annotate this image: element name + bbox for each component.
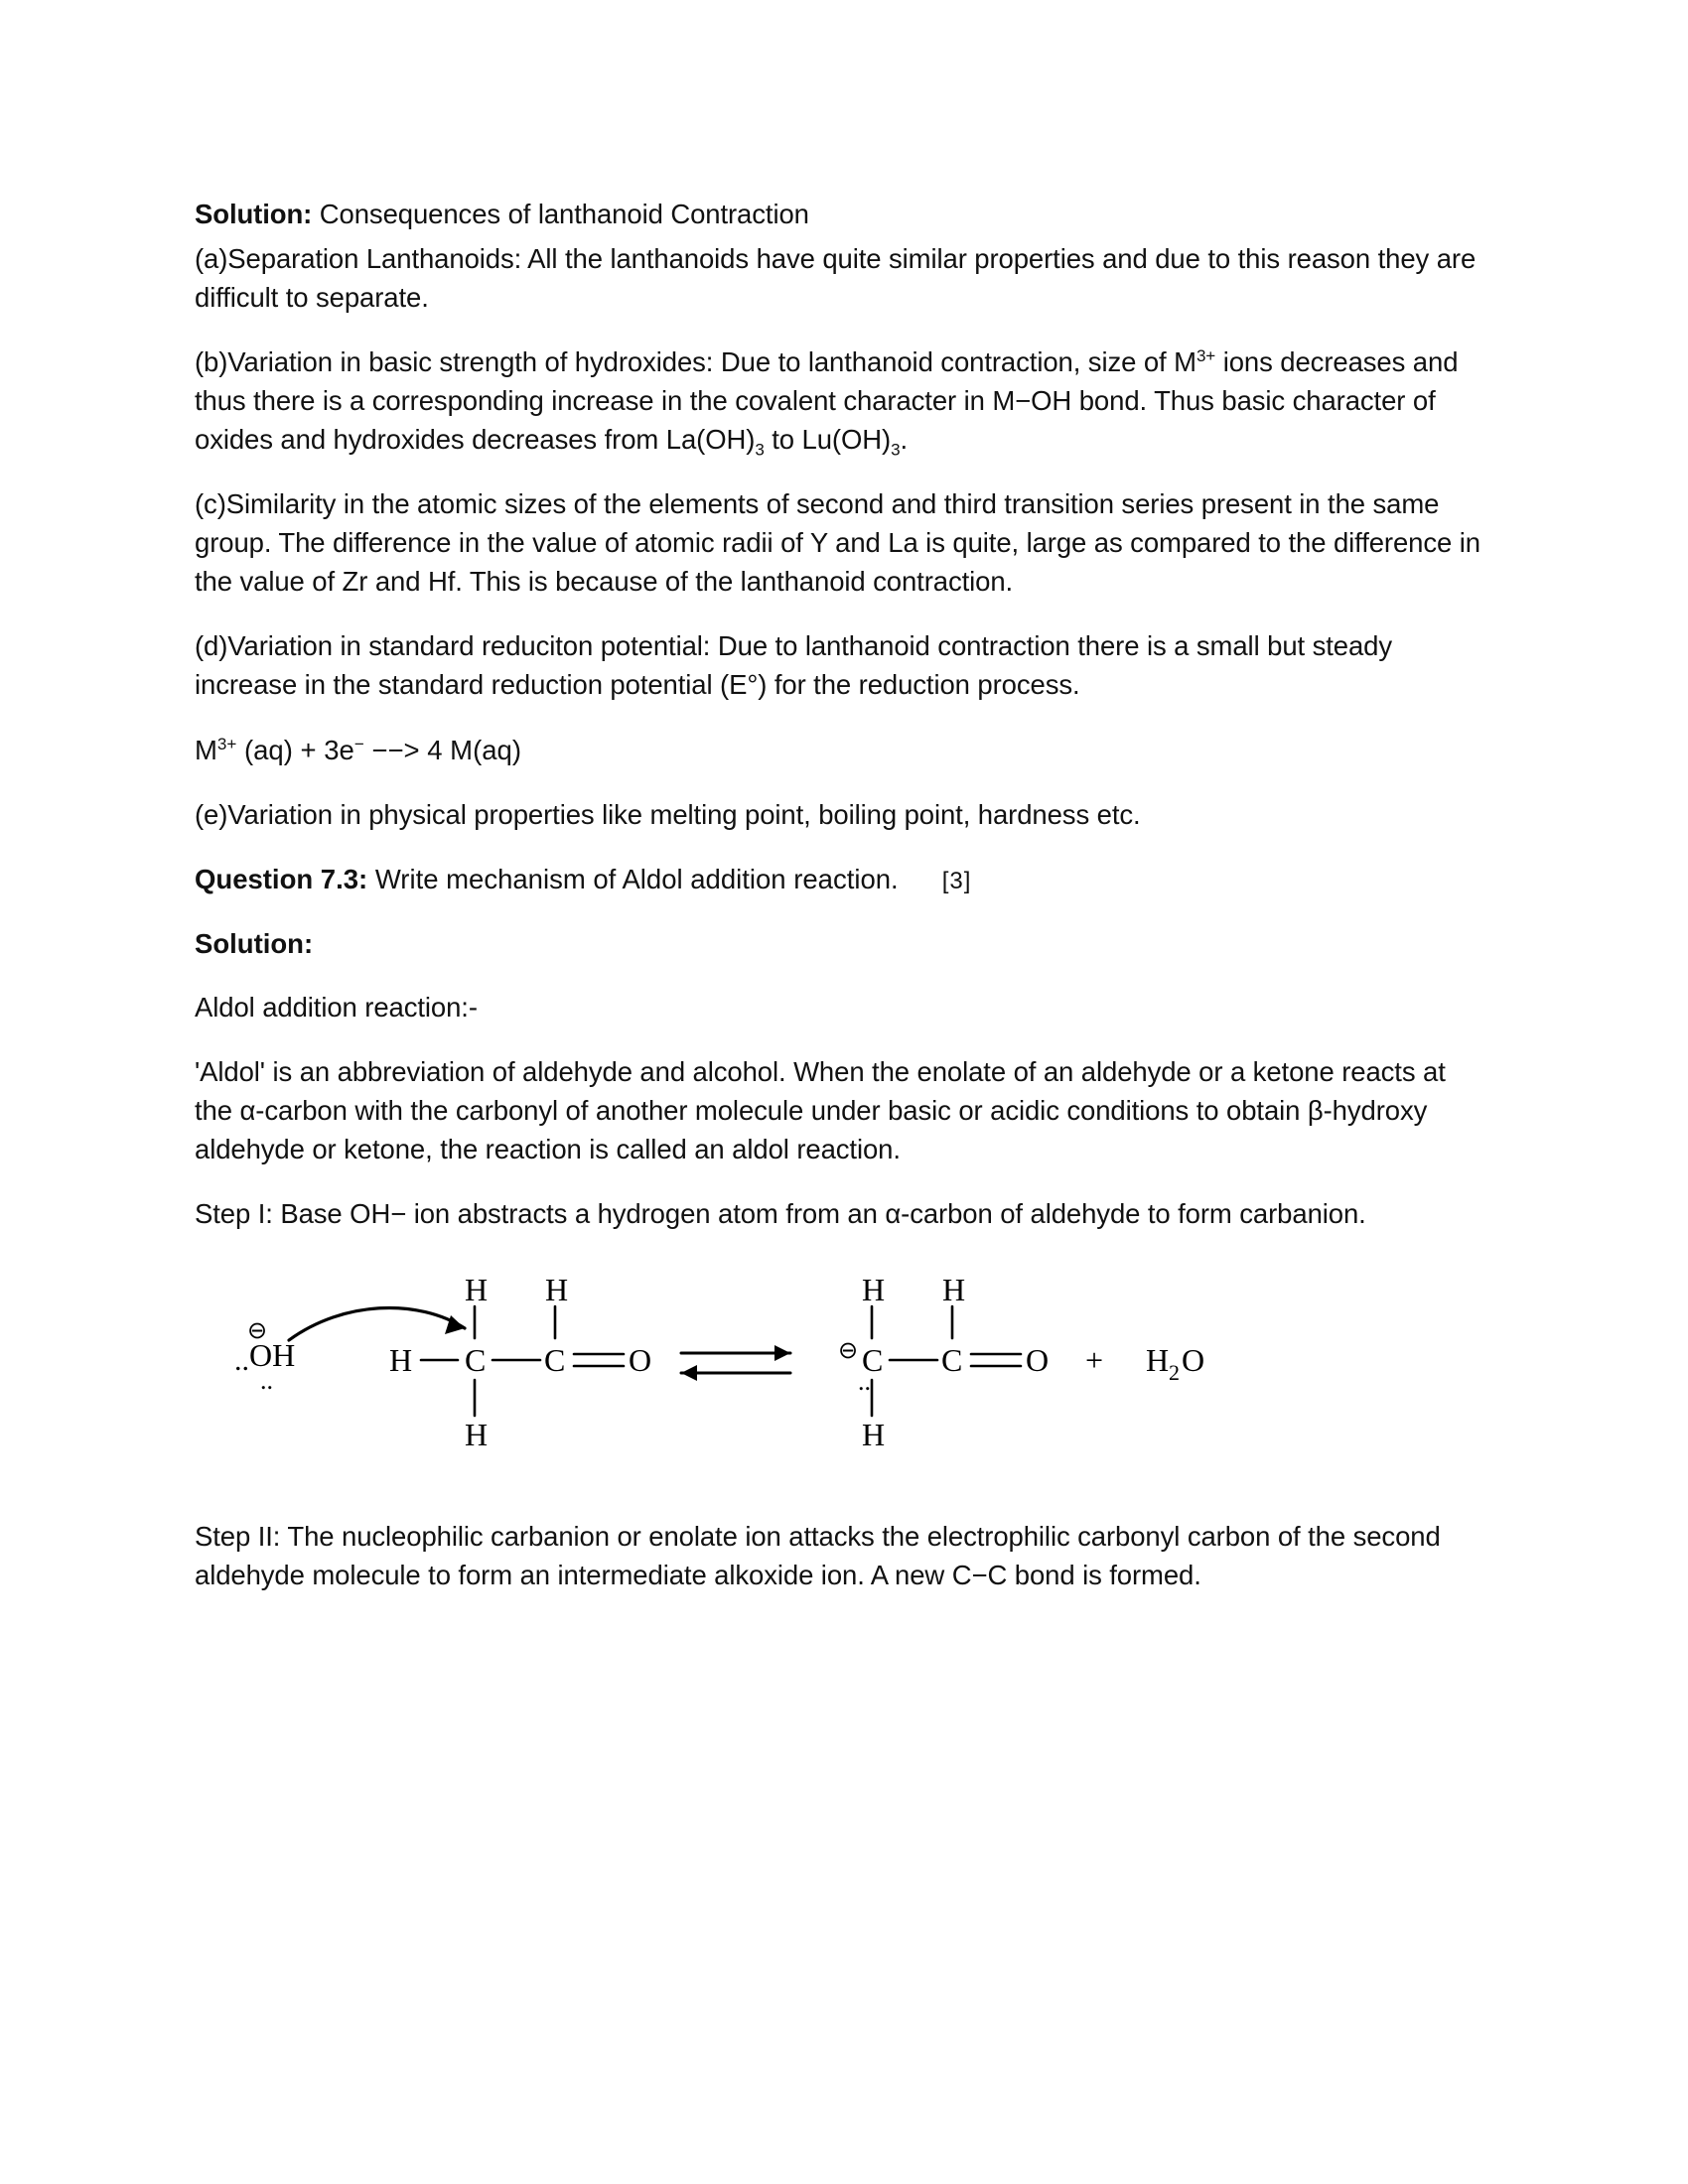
m-ion-symbol: M [1174, 346, 1196, 378]
reaction-scheme-svg [195, 1259, 1485, 1487]
step-1-paragraph: Step I: Base OH− ion abstracts a hydrogen atom from an α-carbon of aldehyde to form carbanion. [195, 1197, 1366, 1229]
equation-electron-charge: − [353, 734, 364, 753]
equation-m-charge: 3+ [216, 734, 237, 753]
formula-connector: to [764, 424, 802, 456]
point-b-text-part1: (b)Variation in basic strength of hydroxides: Due to lanthanoid contraction, size of [195, 346, 1175, 378]
la-hydroxide-subscript: 3 [755, 440, 765, 460]
hydroxide-lone-pair-bottom: .. [260, 1365, 273, 1395]
question-label: Question 7.3: [195, 863, 368, 894]
step-2-paragraph: Step II: The nucleophilic carbanion or enolate ion attacks the electrophilic carbonyl carbon of the second aldehyde molecule to form an intermediate alkoxide ion. A new C−C bond is formed. [195, 1520, 1441, 1590]
equation-m-symbol: M [195, 734, 217, 765]
question-text: Write mechanism of Aldol addition reaction. [367, 863, 899, 894]
equation-arrow-product: −−> 4 M(aq) [363, 734, 521, 765]
hydroxide-negative-charge: ⊖ [247, 1317, 268, 1344]
equation-rest: (aq) + 3e [236, 734, 354, 765]
reactant-h-top-carbonyl-label: H [545, 1271, 569, 1307]
solution-heading: Solution: [195, 927, 314, 959]
lu-hydroxide-formula: Lu(OH) [801, 424, 892, 456]
solution-consequences-line [195, 195, 1485, 233]
point-b-paragraph [195, 342, 1485, 459]
curved-electron-arrow [289, 1307, 465, 1340]
equilibrium-arrow-forward-head [774, 1345, 790, 1361]
point-e-paragraph: (e)Variation in physical properties like melting point, boiling point, hardness etc. [195, 798, 1141, 830]
product-h-top-alpha-label: H [862, 1271, 886, 1307]
point-d-paragraph: (d)Variation in standard reduciton potential: Due to lanthanoid contraction there is a small but steady increase in the standard reduction potential (E°) for the reduction process. [195, 630, 1393, 701]
equilibrium-arrows [681, 1345, 790, 1381]
hydroxide-group [234, 1318, 295, 1395]
product-h-bottom-alpha-label: H [862, 1416, 886, 1452]
reactant-h-top-alpha-label: H [465, 1271, 489, 1307]
product-carbanion-charge: ⊖ [838, 1337, 859, 1364]
water-h-label: H [1146, 1341, 1170, 1378]
question-line [195, 860, 1485, 898]
aldol-definition-paragraph: 'Aldol' is an abbreviation of aldehyde and alcohol. When the enolate of an aldehyde or a ketone reacts at the α-carbon with the carbonyl of another molecule under basic or acidic conditions to obtain β-hydroxy aldehyde or ketone, the reaction is called an aldol reaction. [195, 1055, 1446, 1164]
product-oxygen-label: O [1026, 1341, 1050, 1378]
point-c-paragraph: (c)Similarity in the atomic sizes of the elements of second and third transition series present in the same group. The difference in the value of atomic radii of Y and La is quite, large as compared to the difference in the value of Zr and Hf. This is because of the lanthanoid contraction. [195, 488, 1480, 598]
equilibrium-arrow-reverse-head [681, 1365, 697, 1381]
point-a-paragraph: (a)Separation Lanthanoids: All the lanthanoids have quite similar properties and due to this reason they are difficult to separate. [195, 243, 1477, 314]
solution-label: Solution: [195, 199, 313, 229]
document-content [195, 195, 1485, 1620]
reactant-h-bottom-alpha-label: H [465, 1416, 489, 1452]
product-h-top-carbonyl-label: H [942, 1271, 966, 1307]
product-alpha-carbon-label: C [862, 1341, 884, 1378]
reactant-carbonyl-carbon-label: C [544, 1341, 566, 1378]
water-subscript: 2 [1169, 1359, 1180, 1385]
water-o-label: O [1182, 1341, 1205, 1378]
reactant-oxygen-label: O [629, 1341, 652, 1378]
aldol-step1-reaction-scheme [195, 1259, 1485, 1487]
formula-period: . [900, 424, 908, 456]
lu-hydroxide-subscript: 3 [891, 440, 901, 460]
solution-consequences-text: Consequences of lanthanoid Contraction [312, 199, 809, 229]
hydroxide-label: OH [249, 1336, 296, 1373]
hydroxide-lone-pair-left: .. [234, 1343, 249, 1377]
reduction-equation [195, 731, 1485, 769]
product-lone-pair: .. [858, 1366, 871, 1396]
reactant-h-left-label: H [389, 1341, 413, 1378]
question-marks-badge: [3] [941, 867, 972, 894]
reactant-alpha-carbon-label: C [465, 1341, 487, 1378]
m-ion-charge: 3+ [1196, 345, 1216, 365]
point-b-text-part2: ions decreases and thus there is a corresponding increase in the covalent character in M−OH bond. Thus basic character of oxides and hydroxides decreases from [195, 346, 1459, 456]
product-carbonyl-carbon-label: C [941, 1341, 963, 1378]
scheme-plus-sign: + [1085, 1341, 1104, 1378]
aldol-subheading: Aldol addition reaction:- [195, 991, 478, 1023]
la-hydroxide-formula: La(OH) [665, 424, 756, 456]
